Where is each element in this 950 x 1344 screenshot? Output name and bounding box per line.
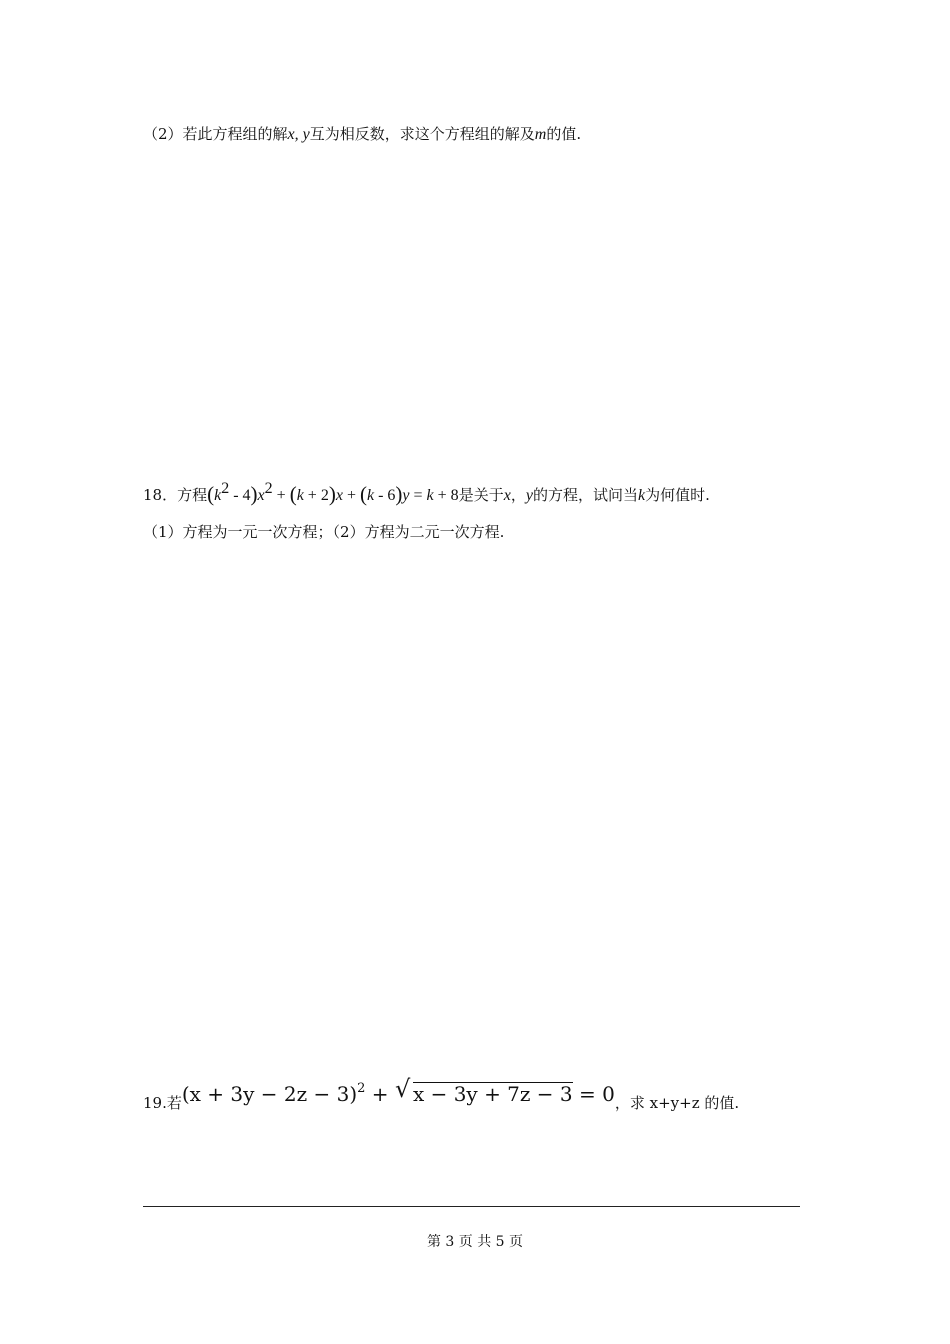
q18-exp2: 2 (264, 480, 273, 497)
q18-x1: x (257, 487, 265, 504)
q19-formula-exp: 2 (357, 1081, 366, 1096)
paren-open: ( (359, 482, 367, 506)
q18-minus4: - 4 (229, 487, 251, 504)
q18-plus2: + 2 (303, 487, 329, 504)
q19-number: 19.若 (143, 1094, 182, 1112)
q19-formula-plus: + (365, 1082, 395, 1106)
q19-formula-sqrt: x − 3y + 7z − 3 (412, 1082, 573, 1106)
q18-minus6: - 6 (374, 487, 396, 504)
q18-k1: k (214, 487, 222, 504)
q17-mid: 互为相反数，求这个方程组的解及 (309, 125, 535, 143)
q19-formula (181, 1075, 615, 1106)
q17-prefix: （2）若此方程组的解 (143, 125, 288, 143)
question-17-part-2 (143, 124, 581, 145)
q19-formula-left: (x + 3y − 2z − 3) (181, 1082, 358, 1106)
question-19 (143, 1075, 740, 1113)
paren-open: ( (207, 482, 215, 506)
question-18-parts (143, 522, 504, 542)
page-footer: 第 3 页 共 5 页 (426, 1234, 524, 1250)
q18-plus1: + (272, 487, 290, 504)
question-18 (143, 480, 710, 506)
q18-k3: k (366, 487, 375, 504)
q18-question: 的方程，试问当 (532, 486, 638, 504)
paren-close: ) (395, 482, 403, 506)
q18-x3: x (503, 487, 511, 504)
q17-var-xy: x, y (287, 126, 310, 143)
q18-k5: k (637, 487, 646, 504)
q18-prefix: 方程 (177, 486, 208, 504)
paren-open: ( (289, 482, 297, 506)
q19-formula-eq: = 0 (572, 1082, 615, 1106)
q18-eq: = (409, 487, 427, 504)
q18-plus8: + 8 (433, 487, 459, 504)
q18-about: 是关于 (458, 486, 504, 504)
q18-suffix: 为何值时. (645, 486, 710, 504)
sqrt (394, 1075, 573, 1106)
q18-y2: y (525, 487, 533, 504)
sqrt-sign-icon: √ (394, 1075, 411, 1103)
q19-suffix: ，求 x+y+z 的值. (614, 1094, 740, 1112)
q18-exp1: 2 (221, 480, 230, 497)
q18-k2: k (296, 487, 304, 504)
q18-number: 18． (143, 486, 178, 504)
q18-plus3: + (342, 487, 360, 504)
q18-x2: x (335, 487, 343, 504)
q18-parts-text: （1）方程为一元一次方程；（2）方程为二元一次方程. (143, 523, 505, 541)
q18-y1: y (402, 487, 410, 504)
footer-divider (143, 1206, 800, 1207)
paren-close: ) (328, 482, 336, 506)
q18-comma: ， (510, 486, 526, 504)
paren-close: ) (250, 482, 258, 506)
q17-suffix: 的值. (546, 125, 582, 143)
q18-k4: k (426, 487, 434, 504)
q17-var-m: m (534, 126, 547, 143)
